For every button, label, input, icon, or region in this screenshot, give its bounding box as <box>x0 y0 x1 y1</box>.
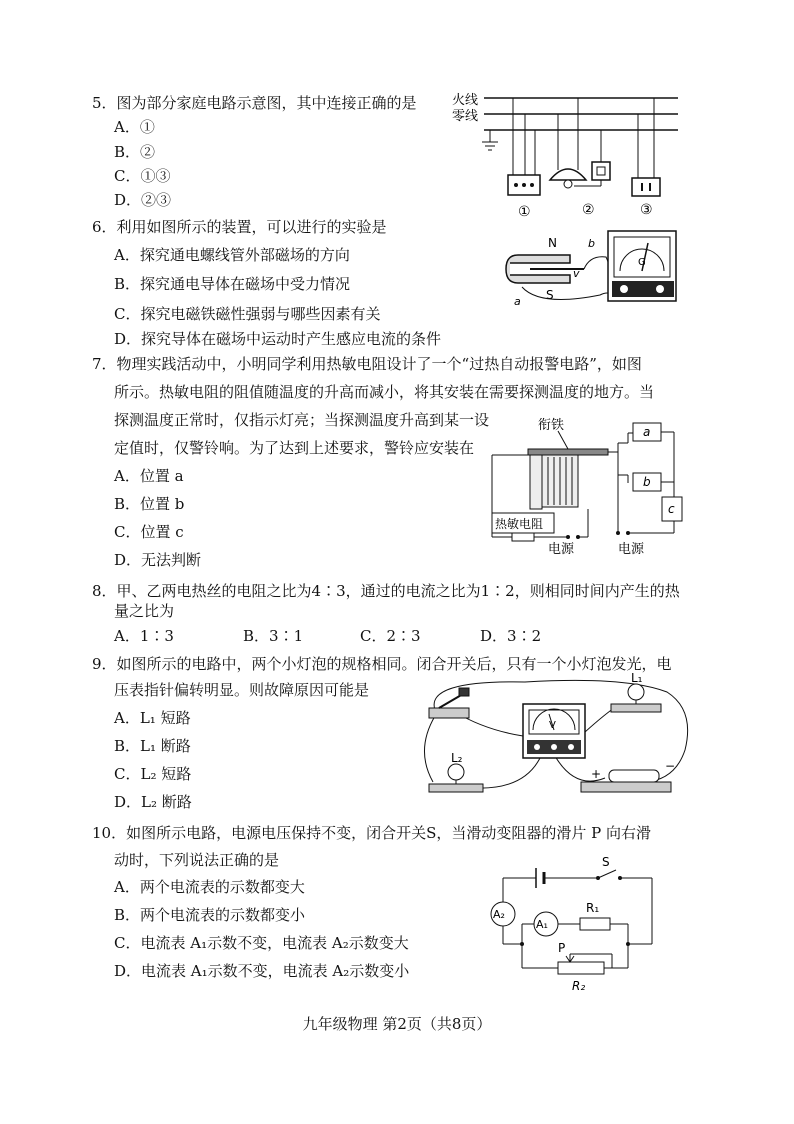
q7-line-2: 所示。热敏电阻的阻值随温度的升高而减小，将其安装在需要探测温度的地方。当 <box>114 383 655 401</box>
q5-label-1: ① <box>518 204 531 220</box>
rheostat-r2-label: R₂ <box>572 979 586 993</box>
q10-option-b: B．两个电流表的示数都变小 <box>114 906 306 924</box>
q10-option-c: C．电流表 A₁示数不变，电流表 A₂示数变大 <box>114 934 409 952</box>
power-source-1-label: 电源 <box>548 542 575 557</box>
q5-label-3: ③ <box>640 202 653 218</box>
live-wire-label: 火线 <box>452 93 479 108</box>
armature-label: 衔铁 <box>538 418 565 433</box>
q8-option-d: D．3∶2 <box>480 627 542 645</box>
q7-alarm-circuit-figure <box>488 415 688 555</box>
power-source-2-label: 电源 <box>618 542 645 557</box>
q6-option-b: B．探究通电导体在磁场中受力情况 <box>114 275 351 293</box>
north-pole-label: N <box>548 236 557 250</box>
q8-line-2: 量之比为 <box>114 602 175 620</box>
q5-option-c: C．①③ <box>114 167 171 185</box>
q7-line-4: 定值时，仅警铃响。为了达到上述要求，警铃应安装在 <box>114 439 475 457</box>
q9-line-1: 9．如图所示的电路中，两个小灯泡的规格相同。闭合开关后，只有一个小灯泡发光，电 <box>92 655 672 673</box>
q5-option-d: D．②③ <box>114 191 172 209</box>
svg-text:−: − <box>665 759 676 773</box>
q6-induction-apparatus-figure <box>500 225 680 310</box>
q10-line-2: 动时，下列说法正确的是 <box>114 851 280 869</box>
slider-p-label: P <box>558 941 566 955</box>
q5-household-circuit-figure <box>450 90 680 220</box>
south-pole-label: S <box>546 288 554 302</box>
q10-sliding-rheostat-circuit-figure <box>488 852 668 992</box>
switch-s-label: S <box>602 855 610 869</box>
q8-line-1: 8．甲、乙两电热丝的电阻之比为4∶3，通过的电流之比为1∶2，则相同时间内产生的热 <box>92 582 680 600</box>
position-a-label: a <box>643 425 651 439</box>
q6-stem: 6．利用如图所示的装置，可以进行的实验是 <box>92 218 387 236</box>
q7-option-d: D．无法判断 <box>114 551 202 569</box>
q9-option-c: C．L₂ 短路 <box>114 765 192 783</box>
q9-bulb-circuit-figure <box>405 670 695 805</box>
svg-text:+: + <box>591 767 602 781</box>
terminal-b-label: b <box>588 237 595 250</box>
q5-option-a: A．① <box>114 118 155 136</box>
q10-line-1: 10．如图所示电路，电源电压保持不变，闭合开关S，当滑动变阻器的滑片 P 向右滑 <box>92 824 651 842</box>
q6-option-d: D．探究导体在磁场中运动时产生感应电流的条件 <box>114 330 442 348</box>
q5-stem: 5．图为部分家庭电路示意图，其中连接正确的是 <box>92 94 417 112</box>
page-footer: 九年级物理 第2页（共8页） <box>302 1015 492 1033</box>
neutral-wire-label: 零线 <box>452 109 479 124</box>
velocity-label: v <box>573 267 580 280</box>
q7-option-c: C．位置 c <box>114 523 184 541</box>
bulb-l1-label: L₁ <box>631 671 643 685</box>
q9-line-2: 压表指针偏转明显。则故障原因可能是 <box>114 681 370 699</box>
q7-option-a: A．位置 a <box>114 467 184 485</box>
resistor-r1-label: R₁ <box>586 901 600 915</box>
q8-option-c: C．2∶3 <box>360 627 421 645</box>
thermistor-label: 热敏电阻 <box>495 517 544 531</box>
q6-option-a: A．探究通电螺线管外部磁场的方向 <box>114 246 350 264</box>
q9-option-a: A．L₁ 短路 <box>114 709 191 727</box>
ammeter-a2-label: A₂ <box>493 908 505 921</box>
position-b-label: b <box>643 475 651 489</box>
q9-option-d: D．L₂ 断路 <box>114 793 192 811</box>
voltmeter-label: V <box>549 720 556 731</box>
q9-option-b: B．L₁ 断路 <box>114 737 191 755</box>
galvanometer-label: G <box>638 257 646 268</box>
ammeter-a1-label: A₁ <box>536 918 548 931</box>
q7-line-1: 7．物理实践活动中，小明同学利用热敏电阻设计了一个“过热自动报警电路”，如图 <box>92 355 642 373</box>
q10-option-a: A．两个电流表的示数都变大 <box>114 878 305 896</box>
q8-option-b: B．3∶1 <box>243 627 304 645</box>
q8-option-a: A．1∶3 <box>114 627 174 645</box>
bulb-l2-label: L₂ <box>451 751 463 765</box>
q10-option-d: D．电流表 A₁示数不变，电流表 A₂示数变小 <box>114 962 410 980</box>
q5-label-2: ② <box>582 202 595 218</box>
q7-option-b: B．位置 b <box>114 495 185 513</box>
q6-option-c: C．探究电磁铁磁性强弱与哪些因素有关 <box>114 305 381 323</box>
q7-line-3: 探测温度正常时，仅指示灯亮；当探测温度升高到某一设 <box>114 411 490 429</box>
position-c-label: c <box>668 502 675 516</box>
q5-option-b: B．② <box>114 143 156 161</box>
terminal-a-label: a <box>514 295 521 308</box>
